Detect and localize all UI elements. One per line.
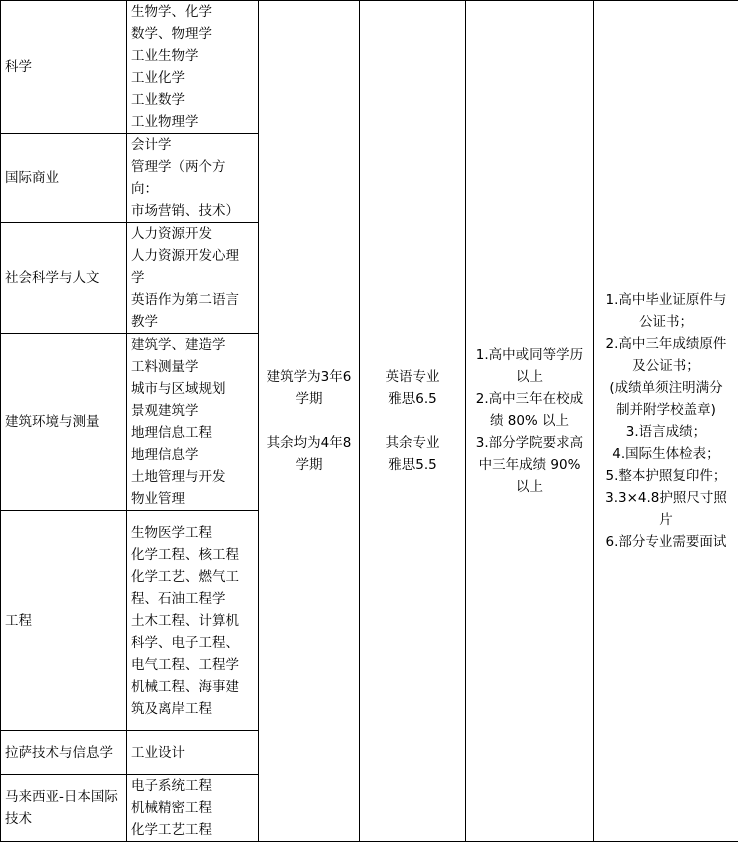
major-item: 景观建筑学 — [131, 400, 254, 422]
duration-cell — [259, 1, 360, 842]
materials-line: 3.语言成绩； — [598, 421, 734, 443]
major-item: 英语作为第二语言 — [131, 289, 254, 311]
major-item: 化学工程、核工程 — [131, 544, 254, 566]
language-cell — [360, 1, 466, 842]
major-item: 科学、电子工程、 — [131, 632, 254, 654]
table-row — [1, 1, 738, 134]
major-item: 工业设计 — [131, 742, 254, 764]
academic-line: 3.部分学院要求高 — [470, 432, 589, 454]
majors-cell — [127, 511, 259, 731]
major-item: 管理学（两个方 — [131, 156, 254, 178]
materials-line: 4.国际生体检表； — [598, 443, 734, 465]
materials-line: 5.整本护照复印件； — [598, 465, 734, 487]
faculty-cell: 科学 — [1, 1, 127, 134]
major-item: 工业化学 — [131, 67, 254, 89]
faculty-cell: 工程 — [1, 511, 127, 731]
major-item: 工业物理学 — [131, 111, 254, 133]
majors-cell — [127, 1, 259, 134]
major-item: 市场营销、技术） — [131, 200, 254, 222]
majors-cell — [127, 134, 259, 223]
materials-line: 6.部分专业需要面试 — [598, 531, 734, 553]
major-item: 地理信息工程 — [131, 422, 254, 444]
faculty-cell: 拉萨技术与信息学 — [1, 731, 127, 775]
materials-line: 及公证书； — [598, 355, 734, 377]
majors-cell — [127, 731, 259, 775]
major-item: 机械工程、海事建 — [131, 676, 254, 698]
major-item: 工业生物学 — [131, 45, 254, 67]
duration-line: 学期 — [263, 454, 355, 476]
materials-line: 公证书； — [598, 311, 734, 333]
major-item: 土木工程、计算机 — [131, 610, 254, 632]
major-item: 电子系统工程 — [131, 775, 254, 797]
language-line: 雅思6.5 — [364, 388, 461, 410]
major-item: 会计学 — [131, 134, 254, 156]
majors-cell — [127, 775, 259, 842]
materials-line: 2.高中三年成绩原件 — [598, 333, 734, 355]
language-line: 其余专业 — [364, 432, 461, 454]
major-item: 电气工程、工程学 — [131, 654, 254, 676]
faculty-cell: 社会科学与人文 — [1, 223, 127, 334]
language-line: 英语专业 — [364, 366, 461, 388]
major-item: 生物医学工程 — [131, 522, 254, 544]
majors-cell — [127, 334, 259, 511]
major-item: 数学、物理学 — [131, 23, 254, 45]
duration-line: 其余均为4年8 — [263, 432, 355, 454]
major-item: 物业管理 — [131, 488, 254, 510]
academic-line: 中三年成绩 90% — [470, 454, 589, 476]
major-item: 学 — [131, 267, 254, 289]
major-item: 工业数学 — [131, 89, 254, 111]
academic-line: 以上 — [470, 476, 589, 498]
major-item: 筑及离岸工程 — [131, 698, 254, 720]
major-item: 化学工艺、燃气工 — [131, 566, 254, 588]
duration-line: 学期 — [263, 388, 355, 410]
academic-line: 以上 — [470, 366, 589, 388]
major-item: 人力资源开发 — [131, 223, 254, 245]
materials-line: 片 — [598, 509, 734, 531]
major-item: 土地管理与开发 — [131, 466, 254, 488]
duration-line: 建筑学为3年6 — [263, 366, 355, 388]
major-item: 程、石油工程学 — [131, 588, 254, 610]
materials-cell — [594, 1, 738, 842]
materials-line: 3.3×4.8护照尺寸照 — [598, 487, 734, 509]
majors-cell — [127, 223, 259, 334]
major-item: 工料测量学 — [131, 356, 254, 378]
materials-line: (成绩单须注明满分 — [598, 377, 734, 399]
faculty-cell: 建筑环境与测量 — [1, 334, 127, 511]
language-line: 雅思5.5 — [364, 454, 461, 476]
spacer — [364, 410, 461, 432]
faculty-cell: 国际商业 — [1, 134, 127, 223]
faculty-cell: 马来西亚-日本国际技术 — [1, 775, 127, 842]
materials-line: 制并附学校盖章) — [598, 399, 734, 421]
spacer — [263, 410, 355, 432]
academic-line: 2.高中三年在校成 — [470, 388, 589, 410]
academic-line: 绩 80% 以上 — [470, 410, 589, 432]
major-item: 教学 — [131, 311, 254, 333]
major-item: 城市与区域规划 — [131, 378, 254, 400]
major-item: 向： — [131, 178, 254, 200]
academic-line: 1.高中或同等学历 — [470, 344, 589, 366]
major-item: 生物学、化学 — [131, 1, 254, 23]
major-item: 化学工艺工程 — [131, 819, 254, 841]
materials-line: 1.高中毕业证原件与 — [598, 289, 734, 311]
academic-cell — [466, 1, 594, 842]
major-item: 机械精密工程 — [131, 797, 254, 819]
major-item: 地理信息学 — [131, 444, 254, 466]
major-item: 人力资源开发心理 — [131, 245, 254, 267]
major-item: 建筑学、建造学 — [131, 334, 254, 356]
